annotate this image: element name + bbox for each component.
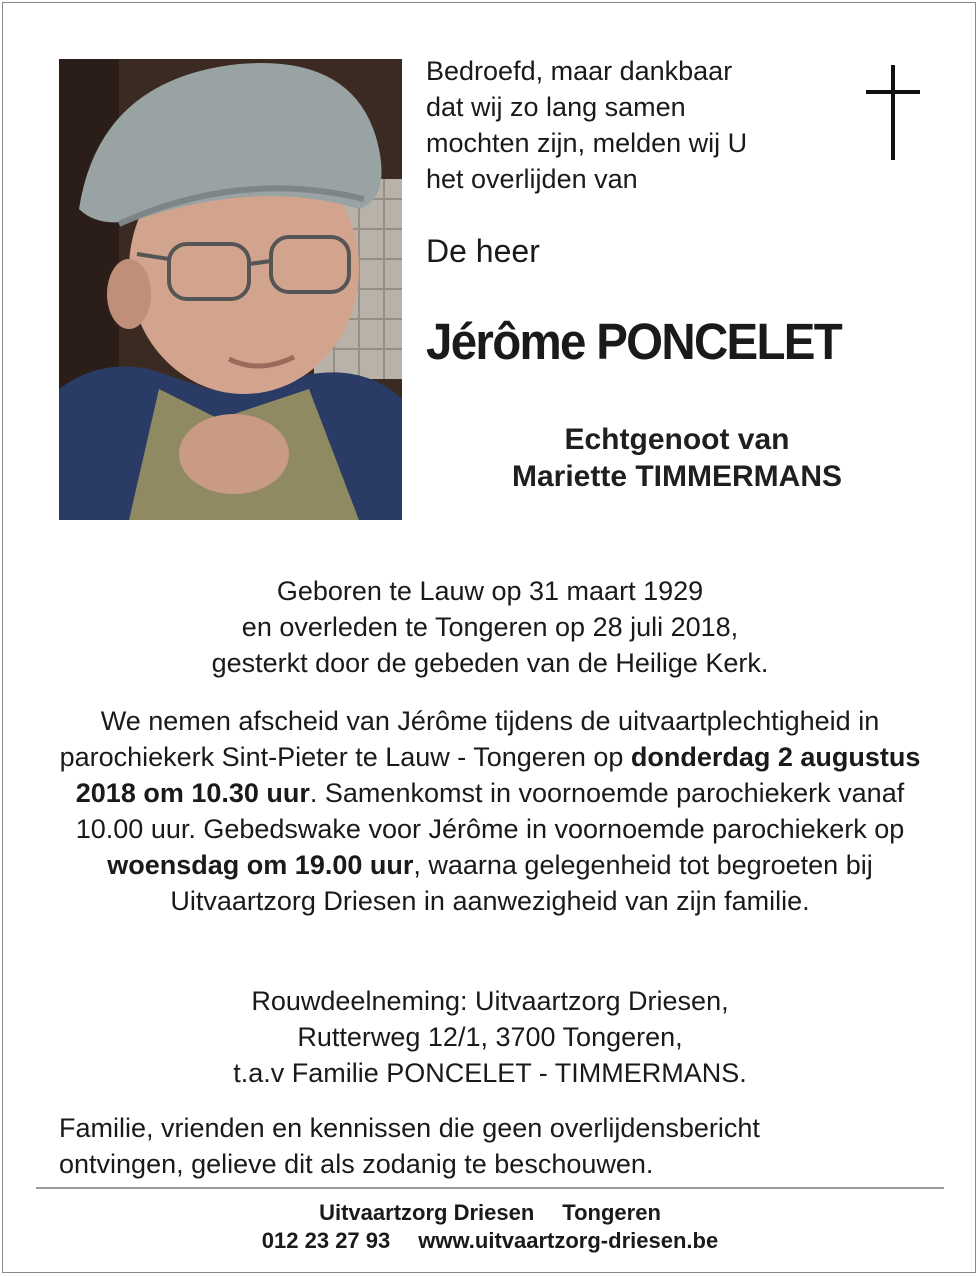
address-line: Rouwdeelneming: Uitvaartzorg Driesen, xyxy=(251,986,729,1016)
notice-line: ontvingen, gelieve dit als zodanig te beschouwen. xyxy=(59,1149,654,1179)
ceremony-text: , waarna gelegenheid tot begroeten bij Uitvaartzorg Driesen in aanwezigheid van zijn familie. xyxy=(170,850,873,916)
company-city: Tongeren xyxy=(562,1200,661,1225)
family-notice xyxy=(59,1110,939,1182)
funeral-home-footer xyxy=(0,1199,980,1255)
portrait-photo xyxy=(59,59,402,520)
footer-row xyxy=(0,1199,980,1227)
intro-line: mochten zijn, melden wij U xyxy=(426,128,748,158)
spouse-label: Echtgenoot van xyxy=(564,423,790,456)
honorific: De heer xyxy=(426,233,540,269)
intro-line: het overlijden van xyxy=(426,164,638,194)
spouse-name: Mariette TIMMERMANS xyxy=(511,460,842,493)
website-link[interactable]: www.uitvaartzorg-driesen.be xyxy=(418,1228,719,1253)
address-line: Rutterweg 12/1, 3700 Tongeren, xyxy=(297,1022,683,1052)
wake-datetime: woensdag om 19.00 uur xyxy=(107,850,414,880)
intro-line: Bedroefd, maar dankbaar xyxy=(426,56,733,86)
birth-line: gesterkt door de gebeden van de Heilige Kerk. xyxy=(211,648,769,678)
notice-line: Familie, vrienden en kennissen die geen overlijdensbericht xyxy=(59,1113,760,1143)
intro-text xyxy=(426,53,846,197)
birth-line: en overleden te Tongeren op 28 juli 2018, xyxy=(241,612,739,642)
birth-line: Geboren te Lauw op 31 maart 1929 xyxy=(276,576,704,606)
company-name: Uitvaartzorg Driesen xyxy=(319,1200,535,1225)
footer-row xyxy=(0,1227,980,1255)
intro-line: dat wij zo lang samen xyxy=(426,92,686,122)
latin-cross-icon xyxy=(866,65,920,160)
spouse-info xyxy=(402,421,952,495)
funeral-datetime: donderdag 2 augustus 2018 om 10.30 uur xyxy=(75,742,921,808)
phone-number[interactable]: 012 23 27 93 xyxy=(261,1228,391,1253)
birth-death-info xyxy=(40,573,940,681)
condolence-address xyxy=(40,983,940,1091)
footer-divider xyxy=(36,1187,944,1189)
ceremony-text: . Samenkomst in voornoemde parochiekerk vanaf 10.00 uur. Gebedswake voor Jérôme in voornoemde parochiekerk op xyxy=(75,778,905,844)
address-line: t.a.v Familie PONCELET - TIMMERMANS. xyxy=(233,1058,747,1088)
ceremony-info xyxy=(40,703,940,919)
deceased-name: Jérôme PONCELET xyxy=(426,313,842,370)
ceremony-text: We nemen afscheid van Jérôme tijdens de uitvaartplechtigheid in parochiekerk Sint-Pieter te Lauw - Tongeren op xyxy=(59,706,880,772)
